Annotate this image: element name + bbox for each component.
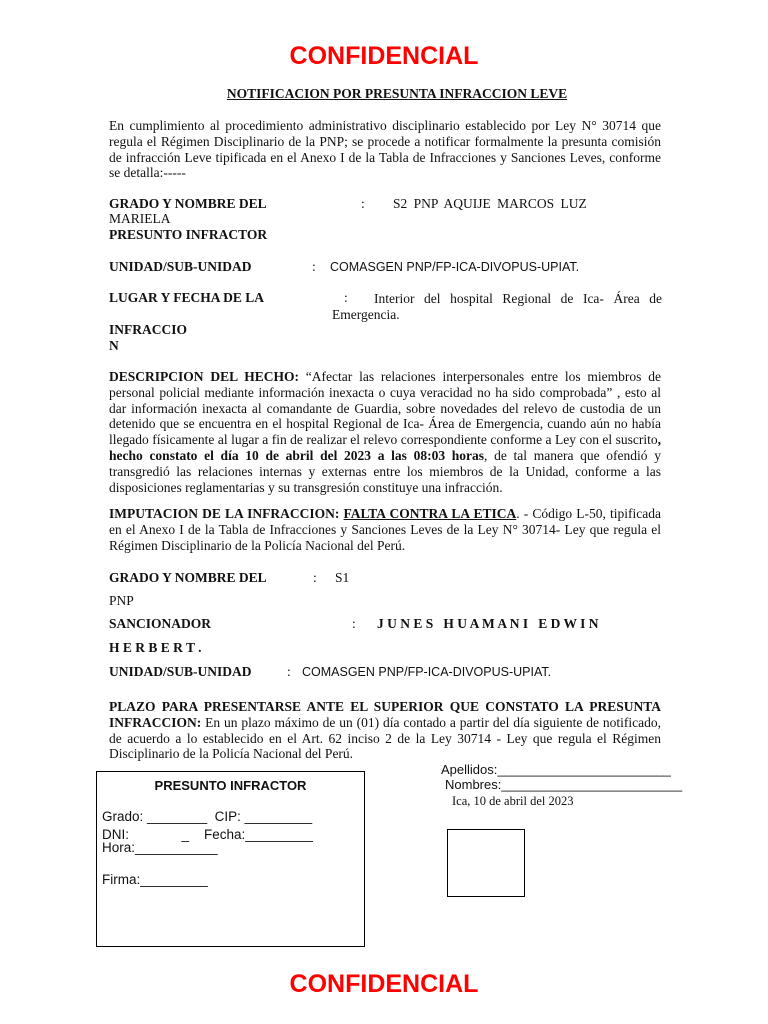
- page-title: NOTIFICACION POR PRESUNTA INFRACCION LEVE: [226, 86, 568, 101]
- imputacion-falta: FALTA CONTRA LA ETICA: [343, 506, 517, 521]
- lugar-label: LUGAR Y FECHA DE LA: [109, 290, 265, 305]
- grado-value-2: MARIELA: [109, 211, 171, 226]
- fingerprint-box: [447, 829, 525, 897]
- infraccion-label-1: INFRACCIO: [109, 322, 188, 337]
- sancionador-name-2: H E R B E R T .: [109, 640, 202, 655]
- sancionador-pnp: PNP: [109, 593, 134, 608]
- plazo-paragraph: [109, 699, 661, 762]
- box-hora: Hora:___________: [102, 840, 218, 855]
- descripcion-paragraph: [109, 369, 661, 495]
- sancionador-label: SANCIONADOR: [109, 616, 212, 631]
- lugar-value-2: Emergencia.: [332, 307, 400, 322]
- intro-paragraph: En cumplimiento al procedimiento administrativo disciplinario establecido por Ley N° 30714 que regula el Régimen Disciplinario de la PNP; se procede a notificar formalmente la presunta comisión de infracción Leve tipificada en el Anexo I de la Tabla de Infracciones y Sanciones Leves, conforme se detalla:-----: [109, 118, 661, 181]
- descripcion-bold: , hecho constato el día 10 de abril del 2023 a las 08:03 horas: [109, 432, 661, 463]
- infraccion-label-2: N: [109, 338, 119, 353]
- apellidos-field: Apellidos:________________________: [441, 762, 671, 777]
- unidad-value: COMASGEN PNP/FP-ICA-DIVOPUS-UPIAT.: [330, 260, 580, 274]
- sancionador-grado-value: S1: [335, 570, 350, 585]
- grado-label-1: GRADO Y NOMBRE DEL: [109, 196, 267, 211]
- sancionador-name-1: J U N E S H U A M A N I E D W I N: [377, 616, 599, 631]
- plazo-label: PLAZO PARA PRESENTARSE ANTE EL SUPERIOR QUE CONSTATO LA PRESUNTA INFRACCION:: [109, 699, 661, 730]
- sancionador-unidad-sep: :: [287, 664, 291, 679]
- descripcion-text-2: , de tal manera que ofendió y transgredió las relaciones internas y externas entre los miembros de la Unidad, conforme a las disposiciones reglamentarias y su transgresión constituye una infracción.: [109, 447, 661, 495]
- confidential-footer: CONFIDENCIAL: [289, 970, 479, 998]
- confidential-header: CONFIDENCIAL: [289, 42, 479, 70]
- lugar-sep: :: [344, 290, 348, 305]
- sancionador-sep: :: [313, 570, 317, 585]
- nombres-field: Nombres:_________________________: [445, 777, 683, 792]
- lugar-value-1: Interior del hospital Regional de Ica- Área de: [374, 291, 662, 306]
- sancionador-grado-label: GRADO Y NOMBRE DEL: [109, 570, 267, 585]
- imputacion-paragraph: [109, 506, 661, 553]
- presunto-infractor-box: [96, 771, 365, 947]
- descripcion-label: DESCRIPCION DEL HECHO:: [109, 369, 299, 384]
- box-firma: Firma:_________: [102, 872, 208, 887]
- unidad-label: UNIDAD/SUB-UNIDAD: [109, 259, 252, 274]
- grado-label-2: PRESUNTO INFRACTOR: [109, 227, 268, 242]
- sancionador-unidad-label: UNIDAD/SUB-UNIDAD: [109, 664, 252, 679]
- signature-date: Ica, 10 de abril del 2023: [452, 794, 574, 808]
- box-title: PRESUNTO INFRACTOR: [154, 778, 307, 793]
- grado-value-1: S2 PNP AQUIJE MARCOS LUZ: [393, 196, 587, 211]
- imputacion-text: . - Código L-50, tipificada en el Anexo I de la Tabla de Infracciones y Sanciones Leves de la Ley N° 30714- Ley que regula el Régimen Disciplinario de la Policía Nacional del Perú.: [109, 506, 662, 553]
- grado-sep: :: [361, 196, 365, 211]
- sancionador-unidad-value: COMASGEN PNP/FP-ICA-DIVOPUS-UPIAT.: [302, 665, 552, 679]
- unidad-sep: :: [312, 259, 316, 274]
- sancionador-sep-2: :: [352, 616, 356, 631]
- descripcion-text-1: “Afectar las relaciones interpersonales entre los miembros de personal policial mediante información inexacta o cuya veracidad no ha sido comprobada” , esto al dar información inexacta al comandante de Guardia, sobre novedades del relevo de custodia de un detenido que se encuentra en el hospital Regional de Ica- Área de Emergencia, cuando aún no había llegado físicamente al lugar a fin de realizar el relevo correspondiente conforme a Ley con el suscrito: [109, 369, 661, 448]
- imputacion-label: IMPUTACION DE LA INFRACCION:: [109, 506, 344, 521]
- box-dni-fecha: DNI: _ Fecha:_________: [102, 827, 313, 842]
- box-grado-cip: Grado: ________ CIP: _________: [102, 809, 313, 824]
- plazo-text: En un plazo máximo de un (01) día contado a partir del día siguiente de notificado, de acuerdo a lo establecido en el Art. 62 inciso 2 de la Ley 30714 - Ley que regula el Régimen Disciplinario de la Policía Nacional del Perú.: [109, 714, 661, 762]
